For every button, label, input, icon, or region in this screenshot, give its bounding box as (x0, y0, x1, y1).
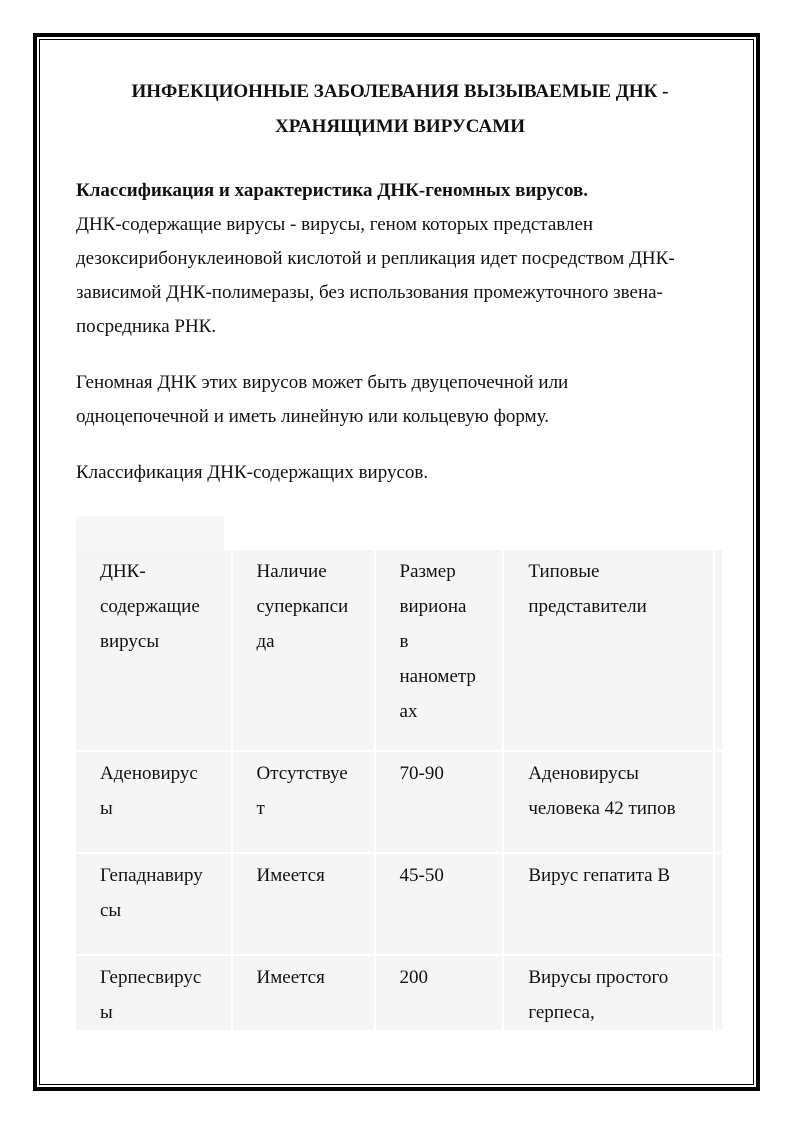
cell-line: Аденовирус (100, 763, 198, 784)
header-cell-supercapsid (232, 550, 375, 751)
cell-line: ы (100, 798, 113, 819)
section-heading: Классификация и характеристика ДНК-геномных вирусов. (76, 180, 589, 201)
classification-table (76, 550, 724, 1032)
cell-virus (76, 853, 232, 955)
cell-line: Аденовирусы (528, 763, 639, 784)
cell-line: Отсутствуе (256, 763, 348, 784)
title-line-2: ХРАНЯЩИМИ ВИРУСАМИ (275, 116, 525, 137)
document-title (76, 74, 724, 144)
cell-line: Имеется (256, 865, 325, 886)
cell-line: 70-90 (399, 763, 444, 784)
cell-line: 200 (399, 967, 429, 988)
cell-line: Имеется (256, 967, 325, 988)
cell-size (375, 955, 504, 1031)
cell-line: суперкапси (256, 596, 349, 617)
cell-line: вирусы (100, 631, 160, 652)
cell-line: Вирусы простого (528, 967, 669, 988)
table-edge-cell (714, 751, 723, 853)
table-tab (76, 516, 224, 550)
cell-size (375, 751, 504, 853)
cell-representatives (503, 853, 714, 955)
cell-representatives (503, 955, 714, 1031)
cell-line: представители (528, 596, 647, 617)
cell-representatives (503, 751, 714, 853)
cell-line: Наличие (256, 561, 327, 582)
cell-line: ы (100, 1002, 113, 1023)
paragraph-classification: Классификация ДНК-содержащих вирусов. (76, 462, 429, 483)
cell-line: содержащие (100, 596, 200, 617)
classification-table-container (76, 516, 724, 1032)
cell-line: Вирус гепатита В (528, 865, 671, 886)
cell-line: Гепаднавиру (100, 865, 203, 886)
paragraph-genome (76, 366, 724, 434)
paragraph-line: посредника РНК. (76, 316, 217, 337)
cell-line: в (399, 631, 409, 652)
table-edge-cell (714, 955, 723, 1031)
cell-line: да (256, 631, 275, 652)
table-header-row (76, 550, 723, 751)
header-cell-size (375, 550, 504, 751)
cell-line: нанометр (399, 666, 476, 687)
paragraph-line: одноцепочечной и иметь линейную или кольцевую форму. (76, 406, 550, 427)
cell-line: ах (399, 701, 418, 722)
header-cell-representatives (503, 550, 714, 751)
cell-virus (76, 955, 232, 1031)
cell-line: человека 42 типов (528, 798, 676, 819)
cell-line: т (256, 798, 265, 819)
cell-line: герпеса, (528, 1002, 595, 1023)
paragraph-line: дезоксирибонуклеиновой кислотой и репликация идет посредством ДНК- (76, 248, 675, 269)
cell-line: сы (100, 900, 122, 921)
cell-line: Типовые (528, 561, 600, 582)
cell-supercapsid (232, 751, 375, 853)
document-body (76, 70, 724, 490)
paragraph-line: ДНК-содержащие вирусы - вирусы, геном которых представлен (76, 214, 594, 235)
cell-line: 45-50 (399, 865, 444, 886)
table-edge-cell (714, 853, 723, 955)
paragraph-definition (76, 208, 724, 344)
table-edge-cell (714, 550, 723, 751)
cell-supercapsid (232, 853, 375, 955)
header-cell-virus (76, 550, 232, 751)
cell-line: Размер (399, 561, 456, 582)
table-row (76, 955, 723, 1031)
cell-supercapsid (232, 955, 375, 1031)
cell-size (375, 853, 504, 955)
table-row (76, 853, 723, 955)
cell-line: ДНК- (100, 561, 146, 582)
table-row (76, 751, 723, 853)
paragraph-line: Геномная ДНК этих вирусов может быть двуцепочечной или (76, 372, 569, 393)
cell-line: вириона (399, 596, 467, 617)
cell-virus (76, 751, 232, 853)
paragraph-line: зависимой ДНК-полимеразы, без использования промежуточного звена- (76, 282, 663, 303)
cell-line: Герпесвирус (100, 967, 202, 988)
title-line-1: ИНФЕКЦИОННЫЕ ЗАБОЛЕВАНИЯ ВЫЗЫВАЕМЫЕ ДНК - (131, 81, 669, 102)
